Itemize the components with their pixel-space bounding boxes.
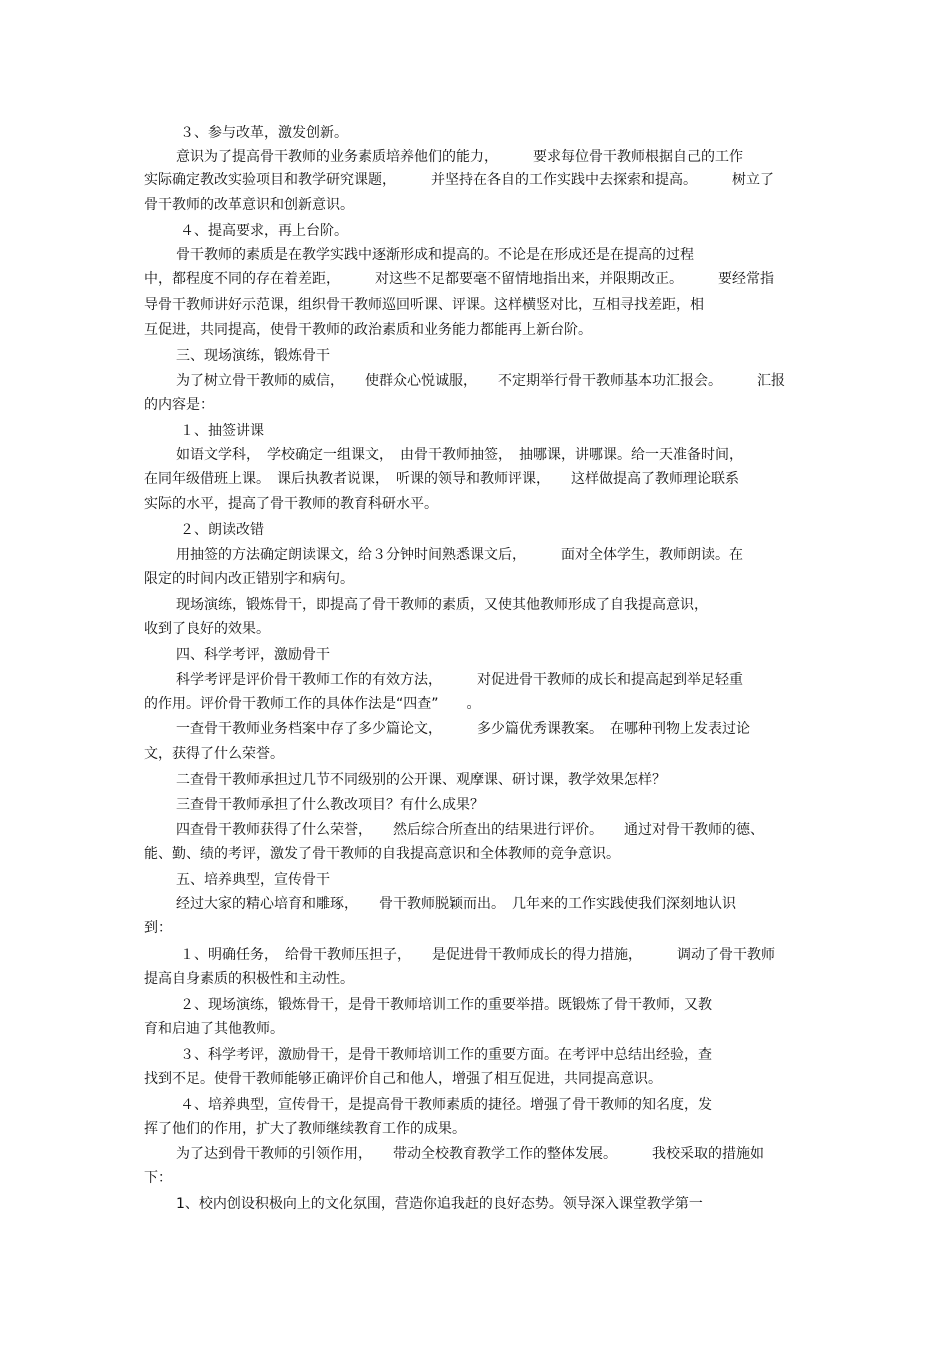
- text-line: 为了树立骨干教师的威信， 使群众心悦诚服， 不定期举行骨干教师基本功汇报会。 汇报: [176, 373, 785, 389]
- text-line: 提高自身素质的积极性和主动性。: [144, 971, 354, 987]
- text-line: 如语文学科， 学校确定一组课文， 由骨干教师抽签， 抽哪课，讲哪课。给一天准备时间，: [176, 447, 743, 463]
- text-line: ４、培养典型，宣传骨干，是提高骨干教师素质的捷径。增强了骨干教师的知名度，发: [180, 1097, 712, 1113]
- text-line: 骨干教师的素质是在教学实践中逐渐形成和提高的。不论是在形成还是在提高的过程: [176, 247, 694, 263]
- text-line: １、明确任务， 给骨干教师压担子， 是促进骨干教师成长的得力措施， 调动了骨干教师: [180, 947, 775, 963]
- text-line: 文，获得了什么荣誉。: [144, 746, 284, 762]
- text-line: 在同年级借班上课。 课后执教者说课， 听课的领导和教师评课， 这样做提高了教师理论联系: [144, 471, 739, 487]
- text-line: 的内容是：: [144, 397, 214, 413]
- section-heading: 四、科学考评，激励骨干: [176, 647, 330, 663]
- text-line: 经过大家的精心培育和雕琢， 骨干教师脱颖而出。 几年来的工作实践使我们深刻地认识: [176, 896, 736, 912]
- text-line: １、抽签讲课: [180, 423, 264, 439]
- text-line: 下：: [144, 1170, 172, 1186]
- text-line: 1、校内创设积极向上的文化氛围，营造你追我赶的良好态势。领导深入课堂教学第一: [176, 1196, 703, 1212]
- text-line: 收到了良好的效果。: [144, 621, 270, 637]
- text-line: 用抽签的方法确定朗读课文，给３分钟时间熟悉课文后， 面对全体学生，教师朗读。在: [176, 547, 743, 563]
- text-line: 为了达到骨干教师的引领作用， 带动全校教育教学工作的整体发展。 我校采取的措施如: [176, 1146, 764, 1162]
- text-line: ３、科学考评，激励骨干，是骨干教师培训工作的重要方面。在考评中总结出经验，查: [180, 1047, 712, 1063]
- section-heading: 五、培养典型，宣传骨干: [176, 872, 330, 888]
- text-line: 找到不足。使骨干教师能够正确评价自己和他人，增强了相互促进，共同提高意识。: [144, 1071, 662, 1087]
- text-line: ２、朗读改错: [180, 522, 264, 538]
- text-line: 的作用。评价骨干教师工作的具体作法是“四查” 。: [144, 696, 481, 712]
- text-line: 意识为了提高骨干教师的业务素质培养他们的能力， 要求每位骨干教师根据自己的工作: [176, 149, 743, 165]
- text-line: ４、提高要求，再上台阶。: [180, 223, 348, 239]
- text-line: 限定的时间内改正错别字和病句。: [144, 571, 354, 587]
- text-line: 导骨干教师讲好示范课，组织骨干教师巡回听课、评课。这样横竖对比，互相寻找差距，相: [144, 297, 704, 313]
- text-line: 现场演练，锻炼骨干，即提高了骨干教师的素质，又使其他教师形成了自我提高意识，: [176, 597, 708, 613]
- text-line: 到：: [144, 920, 172, 936]
- text-line: ２、现场演练，锻炼骨干，是骨干教师培训工作的重要举措。既锻炼了骨干教师，又教: [180, 997, 712, 1013]
- text-line: 实际确定教改实验项目和教学研究课题， 并坚持在各自的工作实践中去探索和提高。 树立了: [144, 172, 774, 188]
- text-line: 互促进，共同提高，使骨干教师的政治素质和业务能力都能再上新台阶。: [144, 322, 592, 338]
- text-line: 三查骨干教师承担了什么教改项目？有什么成果？: [176, 797, 484, 813]
- text-line: 科学考评是评价骨干教师工作的有效方法， 对促进骨干教师的成长和提高起到举足轻重: [176, 672, 743, 688]
- text-line: ３、参与改革，激发创新。: [180, 125, 348, 141]
- text-line: 育和启迪了其他教师。: [144, 1021, 284, 1037]
- text-line: 实际的水平，提高了骨干教师的教育科研水平。: [144, 496, 438, 512]
- section-heading: 三、现场演练，锻炼骨干: [176, 348, 330, 364]
- text-line: 二查骨干教师承担过几节不同级别的公开课、观摩课、研讨课，教学效果怎样？: [176, 772, 666, 788]
- text-line: 骨干教师的改革意识和创新意识。: [144, 197, 354, 213]
- text-line: 一查骨干教师业务档案中存了多少篇论文， 多少篇优秀课教案。 在哪种刊物上发表过论: [176, 721, 750, 737]
- text-line: 四查骨干教师获得了什么荣誉， 然后综合所查出的结果进行评价。 通过对骨干教师的德、: [176, 822, 764, 838]
- text-line: 能、勤、绩的考评，激发了骨干教师的自我提高意识和全体教师的竞争意识。: [144, 846, 620, 862]
- text-line: 挥了他们的作用，扩大了教师继续教育工作的成果。: [144, 1121, 466, 1137]
- text-line: 中，都程度不同的存在着差距， 对这些不足都要毫不留情地指出来，并限期改正。 要经常指: [144, 271, 774, 287]
